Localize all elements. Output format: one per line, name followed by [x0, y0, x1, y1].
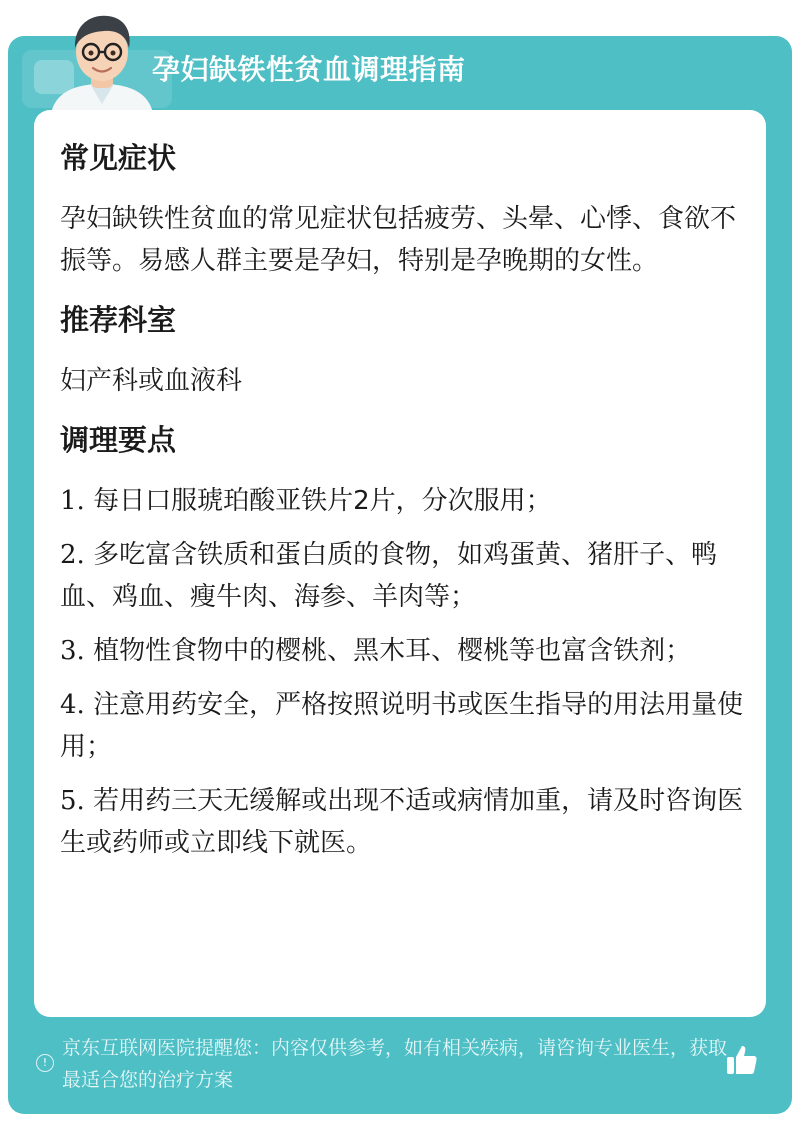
list-item-number: 3.	[60, 636, 85, 666]
tips-heading: 调理要点	[60, 423, 177, 457]
list-item	[60, 780, 750, 864]
list-item-number: 1.	[60, 486, 85, 516]
footer	[36, 1032, 776, 1104]
doctor-avatar	[42, 8, 162, 120]
page-title: 孕妇缺铁性贫血调理指南	[152, 53, 466, 86]
symptoms-text: 孕妇缺铁性贫血的常见症状包括疲劳、头晕、心悸、食欲不振等。易感人群主要是孕妇，特别是孕晚期的女性。	[60, 204, 737, 276]
disclaimer-text: 京东互联网医院提醒您：内容仅供参考，如有相关疾病，请咨询专业医生，获取最适合您的治疗方案	[62, 1037, 728, 1091]
list-item-text: 植物性食物中的樱桃、黑木耳、樱桃等也富含铁剂；	[84, 636, 692, 666]
list-item	[60, 480, 750, 522]
content-card	[34, 110, 766, 1017]
list-item-number: 4.	[60, 690, 85, 720]
list-item	[60, 630, 750, 672]
list-item-number: 5.	[60, 786, 85, 816]
list-item-text: 多吃富含铁质和蛋白质的食物，如鸡蛋黄、猪肝子、鸭血、鸡血、瘦牛肉、海参、羊肉等；	[60, 540, 718, 612]
list-item-text: 若用药三天无缓解或出现不适或病情加重，请及时咨询医生或药师或立即线下就医。	[60, 786, 744, 858]
content-body	[60, 132, 750, 876]
department-heading: 推荐科室	[60, 303, 177, 337]
tips-list	[60, 480, 750, 864]
list-item-text: 注意用药安全，严格按照说明书或医生指导的用法用量使用；	[60, 690, 744, 762]
symptoms-heading: 常见症状	[60, 141, 177, 175]
info-icon: !	[36, 1054, 54, 1072]
list-item	[60, 684, 750, 768]
list-item	[60, 534, 750, 618]
department-text: 妇产科或血液科	[60, 366, 243, 396]
list-item-text: 每日口服琥珀酸亚铁片2片，分次服用；	[84, 486, 552, 516]
thumbs-up-icon[interactable]	[724, 1042, 760, 1078]
list-item-number: 2.	[60, 540, 85, 570]
